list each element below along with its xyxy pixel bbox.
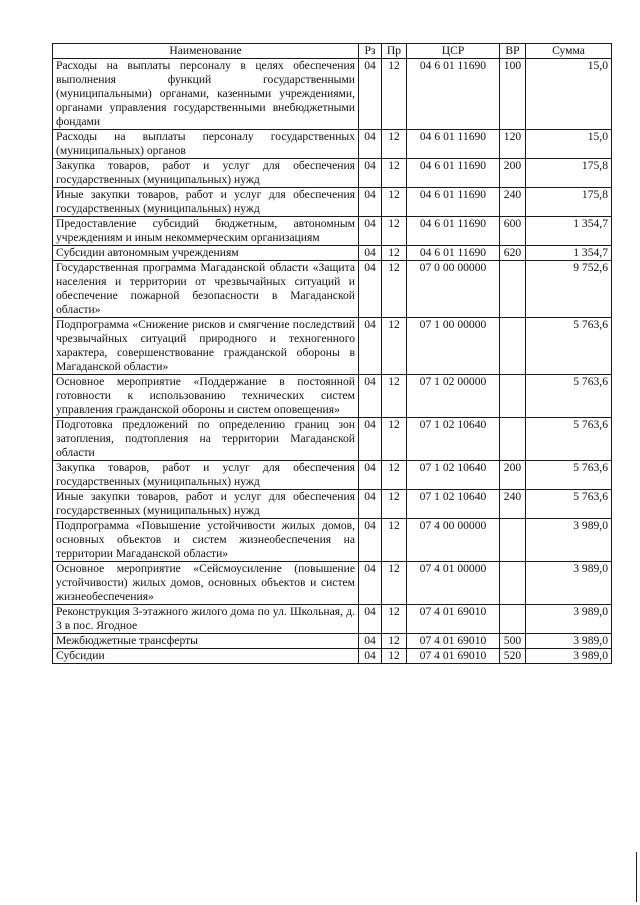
row-pr: 12	[382, 159, 407, 188]
row-rz: 04	[359, 490, 382, 519]
row-vr: 240	[500, 490, 526, 519]
row-name: Расходы на выплаты персоналу государственных (муниципальных) органов	[53, 130, 359, 159]
row-vr	[500, 418, 526, 461]
row-vr: 200	[500, 159, 526, 188]
row-rz: 04	[359, 246, 382, 261]
row-sum: 5 763,6	[526, 461, 612, 490]
row-vr: 600	[500, 217, 526, 246]
header-csr: ЦСР	[407, 44, 500, 59]
row-pr: 12	[382, 59, 407, 130]
row-name: Закупка товаров, работ и услуг для обеспечения государственных (муниципальных) нужд	[53, 461, 359, 490]
row-pr: 12	[382, 375, 407, 418]
header-sum: Сумма	[526, 44, 612, 59]
row-vr: 500	[500, 634, 526, 649]
row-csr: 07 4 01 69010	[407, 605, 500, 634]
row-pr: 12	[382, 461, 407, 490]
row-pr: 12	[382, 261, 407, 318]
row-name: Государственная программа Магаданской области «Защита населения и территории от чрезвычайных ситуаций и обеспечение пожарной безопасности в Магаданской области»	[53, 261, 359, 318]
row-rz: 04	[359, 318, 382, 375]
row-vr: 240	[500, 188, 526, 217]
header-row	[53, 44, 612, 59]
row-vr: 520	[500, 649, 526, 664]
row-csr: 04 6 01 11690	[407, 159, 500, 188]
row-vr: 100	[500, 59, 526, 130]
row-name: Иные закупки товаров, работ и услуг для обеспечения государственных (муниципальных) нужд	[53, 490, 359, 519]
row-pr: 12	[382, 217, 407, 246]
row-sum: 1 354,7	[526, 246, 612, 261]
row-rz: 04	[359, 649, 382, 664]
row-vr	[500, 318, 526, 375]
row-rz: 04	[359, 59, 382, 130]
row-sum: 3 989,0	[526, 649, 612, 664]
table-row	[53, 246, 612, 261]
budget-table	[52, 43, 612, 664]
row-name: Основное мероприятие «Поддержание в постоянной готовности к использованию технических систем управления гражданской обороны и систем оповещения»	[53, 375, 359, 418]
table-row	[53, 490, 612, 519]
row-sum: 175,8	[526, 159, 612, 188]
row-csr: 07 4 01 69010	[407, 634, 500, 649]
row-name: Расходы на выплаты персоналу в целях обеспечения выполнения функций государственными (муниципальными) органами, казенными учреждениями, органами управления государственными внебюджетными фондами	[53, 59, 359, 130]
row-csr: 07 1 02 10640	[407, 418, 500, 461]
row-rz: 04	[359, 188, 382, 217]
row-sum: 5 763,6	[526, 490, 612, 519]
row-vr: 200	[500, 461, 526, 490]
table-row	[53, 59, 612, 130]
row-pr: 12	[382, 649, 407, 664]
table-row	[53, 318, 612, 375]
row-sum: 5 763,6	[526, 375, 612, 418]
row-rz: 04	[359, 375, 382, 418]
table-row	[53, 461, 612, 490]
row-sum: 1 354,7	[526, 217, 612, 246]
row-rz: 04	[359, 418, 382, 461]
row-csr: 07 4 01 69010	[407, 649, 500, 664]
row-pr: 12	[382, 490, 407, 519]
row-vr	[500, 605, 526, 634]
row-pr: 12	[382, 246, 407, 261]
row-rz: 04	[359, 519, 382, 562]
table-row	[53, 605, 612, 634]
row-csr: 07 1 02 10640	[407, 490, 500, 519]
row-rz: 04	[359, 217, 382, 246]
table-row	[53, 159, 612, 188]
row-sum: 3 989,0	[526, 562, 612, 605]
header-pr: Пр	[382, 44, 407, 59]
row-vr: 120	[500, 130, 526, 159]
row-name: Субсидии автономным учреждениям	[53, 246, 359, 261]
row-name: Основное мероприятие «Сейсмоусиление (повышение устойчивости) жилых домов, основных объектов и систем жизнеобеспечения»	[53, 562, 359, 605]
table-row	[53, 562, 612, 605]
row-name: Подпрограмма «Повышение устойчивости жилых домов, основных объектов и систем жизнеобеспечения на территории Магаданской области»	[53, 519, 359, 562]
table-row	[53, 261, 612, 318]
row-sum: 15,0	[526, 130, 612, 159]
row-name: Межбюджетные трансферты	[53, 634, 359, 649]
table-row	[53, 130, 612, 159]
table-row	[53, 418, 612, 461]
row-csr: 07 4 00 00000	[407, 519, 500, 562]
row-sum: 15,0	[526, 59, 612, 130]
row-pr: 12	[382, 130, 407, 159]
row-sum: 3 989,0	[526, 519, 612, 562]
table-row	[53, 217, 612, 246]
row-rz: 04	[359, 261, 382, 318]
row-csr: 07 4 01 00000	[407, 562, 500, 605]
row-sum: 175,8	[526, 188, 612, 217]
row-name: Реконструкция 3-этажного жилого дома по ул. Школьная, д. 3 в пос. Ягодное	[53, 605, 359, 634]
row-sum: 3 989,0	[526, 605, 612, 634]
row-sum: 3 989,0	[526, 634, 612, 649]
row-rz: 04	[359, 605, 382, 634]
table-row	[53, 649, 612, 664]
row-csr: 04 6 01 11690	[407, 246, 500, 261]
row-csr: 04 6 01 11690	[407, 59, 500, 130]
table-row	[53, 519, 612, 562]
row-name: Закупка товаров, работ и услуг для обеспечения государственных (муниципальных) нужд	[53, 159, 359, 188]
row-csr: 04 6 01 11690	[407, 188, 500, 217]
row-vr	[500, 519, 526, 562]
scan-margin-line	[636, 852, 637, 902]
row-sum: 5 763,6	[526, 418, 612, 461]
row-rz: 04	[359, 461, 382, 490]
row-csr: 07 0 00 00000	[407, 261, 500, 318]
row-sum: 9 752,6	[526, 261, 612, 318]
row-name: Субсидии	[53, 649, 359, 664]
row-pr: 12	[382, 605, 407, 634]
row-name: Подпрограмма «Снижение рисков и смягчение последствий чрезвычайных ситуаций природного и техногенного характера, совершенствование гражданской обороны в Магаданской области»	[53, 318, 359, 375]
row-pr: 12	[382, 519, 407, 562]
header-vr: ВР	[500, 44, 526, 59]
row-vr	[500, 261, 526, 318]
row-name: Иные закупки товаров, работ и услуг для обеспечения государственных (муниципальных) нужд	[53, 188, 359, 217]
row-name: Предоставление субсидий бюджетным, автономным учреждениям и иным некоммерческим организациям	[53, 217, 359, 246]
header-name: Наименование	[53, 44, 359, 59]
row-csr: 07 1 02 00000	[407, 375, 500, 418]
row-rz: 04	[359, 159, 382, 188]
header-rz: Рз	[359, 44, 382, 59]
row-vr: 620	[500, 246, 526, 261]
table-body	[53, 59, 612, 664]
row-csr: 04 6 01 11690	[407, 130, 500, 159]
table-row	[53, 188, 612, 217]
row-csr: 04 6 01 11690	[407, 217, 500, 246]
row-vr	[500, 562, 526, 605]
table-row	[53, 634, 612, 649]
row-rz: 04	[359, 634, 382, 649]
table-row	[53, 375, 612, 418]
row-sum: 5 763,6	[526, 318, 612, 375]
row-rz: 04	[359, 130, 382, 159]
row-pr: 12	[382, 418, 407, 461]
row-pr: 12	[382, 562, 407, 605]
row-name: Подготовка предложений по определению границ зон затопления, подтопления на территории Магаданской области	[53, 418, 359, 461]
row-csr: 07 1 02 10640	[407, 461, 500, 490]
row-pr: 12	[382, 634, 407, 649]
row-rz: 04	[359, 562, 382, 605]
row-vr	[500, 375, 526, 418]
row-pr: 12	[382, 318, 407, 375]
row-csr: 07 1 00 00000	[407, 318, 500, 375]
row-pr: 12	[382, 188, 407, 217]
table-header	[53, 44, 612, 59]
